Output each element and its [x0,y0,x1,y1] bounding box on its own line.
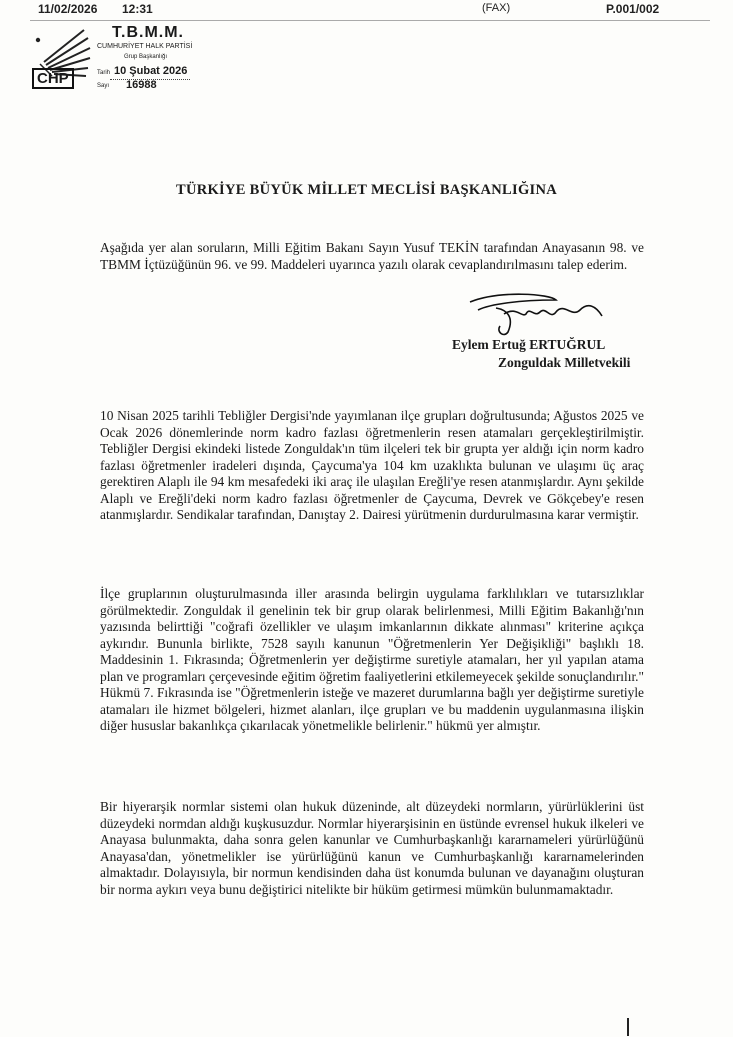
fax-date: 11/02/2026 [38,2,98,16]
fax-label: (FAX) [482,2,511,14]
signature-icon [460,288,610,340]
body-paragraph-3: Bir hiyerarşik normlar sistemi olan hukuk düzeninde, alt düzeydeki normların, yürürlüklerini üst düzeydeki normdan aldığı kuşkusuzdur. Normlar hiyerarşisinin en üstünde evrensel hukuk ilkeleri ve Anayasa bulunmakta, daha sonra gelen kanunlar ve Cumhurbaşkanlığı kararnameleri yürürlüğünü Anayasa'dan, yönetmelikler ise yürürlüğünü kanun ve Cumhurbaşkanlığı kararnamelerinden almaktadır. Dolayısıyla, bir normun kendisinden daha üst konumda bulunan ve dayanağını oluşturan bir norma aykırı veya bunu değiştirici nitelikte bir hüküm getirmesi mümkün bulunmamaktadır. [100,799,644,897]
intro-paragraph: Aşağıda yer alan soruların, Milli Eğitim Bakanı Sayın Yusuf TEKİN tarafından Anayasanın 98. ve TBMM İçtüzüğünün 96. ve 99. Maddeleri uyarınca yazılı olarak cevaplandırılmasını talep ederim. [100,240,644,272]
body-paragraph-2: İlçe gruplarının oluşturulmasında iller arasında belirgin uygulama farklılıkları ve tutarsızlıklar görülmektedir. Zonguldak il genelinin tek bir grup olarak belirlenmesi, Milli Eğitim Bakanlığı'nın yazısında belirttiği "coğrafi özellikler ve ulaşım imkanlarının dikkate alınması" kriterine açıkça aykırıdır. Bununla birlikte, 7528 sayılı kanunun "Öğretmenlerin Yer Değişikliği" başlıklı 18. Maddesinin 1. Fıkrasında; Öğretmenlerin yer değiştirme suretiyle atamaları, her yıl yapılan atama plan ve programları çerçevesinde eğitim öğretim faaliyetlerini etkilemeyecek şekilde sonuçlandırılır." Hükmü 7. Fıkrasında ise "Öğretmenlerin isteğe ve mazeret durumlarına bağlı yer değiştirme suretiyle atamaları ile hizmet bölgeleri, hizmet alanları, ilçe grupları ve bu maddenin uygulanmasına ilişkin diğer hususlar bakanlıkça çıkarılacak yönetmelikle belirlenir." hükmü yer almıştır. [100,586,644,733]
institution-name: T.B.M.M. [112,24,184,41]
date-value: 10 Şubat 2026 [114,65,188,77]
chp-logo-text: CHP [32,68,74,89]
document-heading: TÜRKİYE BÜYÜK MİLLET MECLİSİ BAŞKANLIĞINA [175,182,558,198]
pen-mark [627,1018,629,1036]
number-value: 16988 [126,79,157,91]
number-label: Sayı [97,83,110,89]
signer-name: Eylem Ertuğ ERTUĞRUL [452,337,606,352]
fax-page-number: P.001/002 [606,2,660,16]
party-name: CUMHURİYET HALK PARTİSİ [97,43,193,50]
fax-time: 12:31 [122,2,153,16]
date-label: Tarih [97,70,111,76]
signer-title: Zonguldak Milletvekili [498,355,631,370]
body-paragraph-1: 10 Nisan 2025 tarihli Tebliğler Dergisi'nde yayımlanan ilçe grupları doğrultusunda; Ağustos 2025 ve Ocak 2026 dönemlerinde norm kadro fazlası öğretmenlerin resen atamaları gerçekleştirilmiştir. Tebliğler Dergisi ekindeki listede Zonguldak'ın tüm ilçeleri tek bir grupta yer aldığı için norm kadro fazlası öğretmenler iradeleri dışında, Çaycuma'ya 104 km uzaklıkta bulunan ve ulaşımı üç araç gerektiren Alaplı ile 94 km mesafedeki iki araç ile ulaşılan Ereğli'ye resen atanmışlardır. Aynı şekilde Alaplı ve Ereğli'deki norm kadro fazlası öğretmenler de Çaycuma, Devrek ve Gökçebey'e resen atanmışlardır. Sendikalar tarafından, Danıştay 2. Dairesi yürütmenin durdurulmasına karar vermiştir. [100,408,644,522]
group-name: Grup Başkanlığı [124,54,168,60]
fax-header-divider [30,20,710,21]
